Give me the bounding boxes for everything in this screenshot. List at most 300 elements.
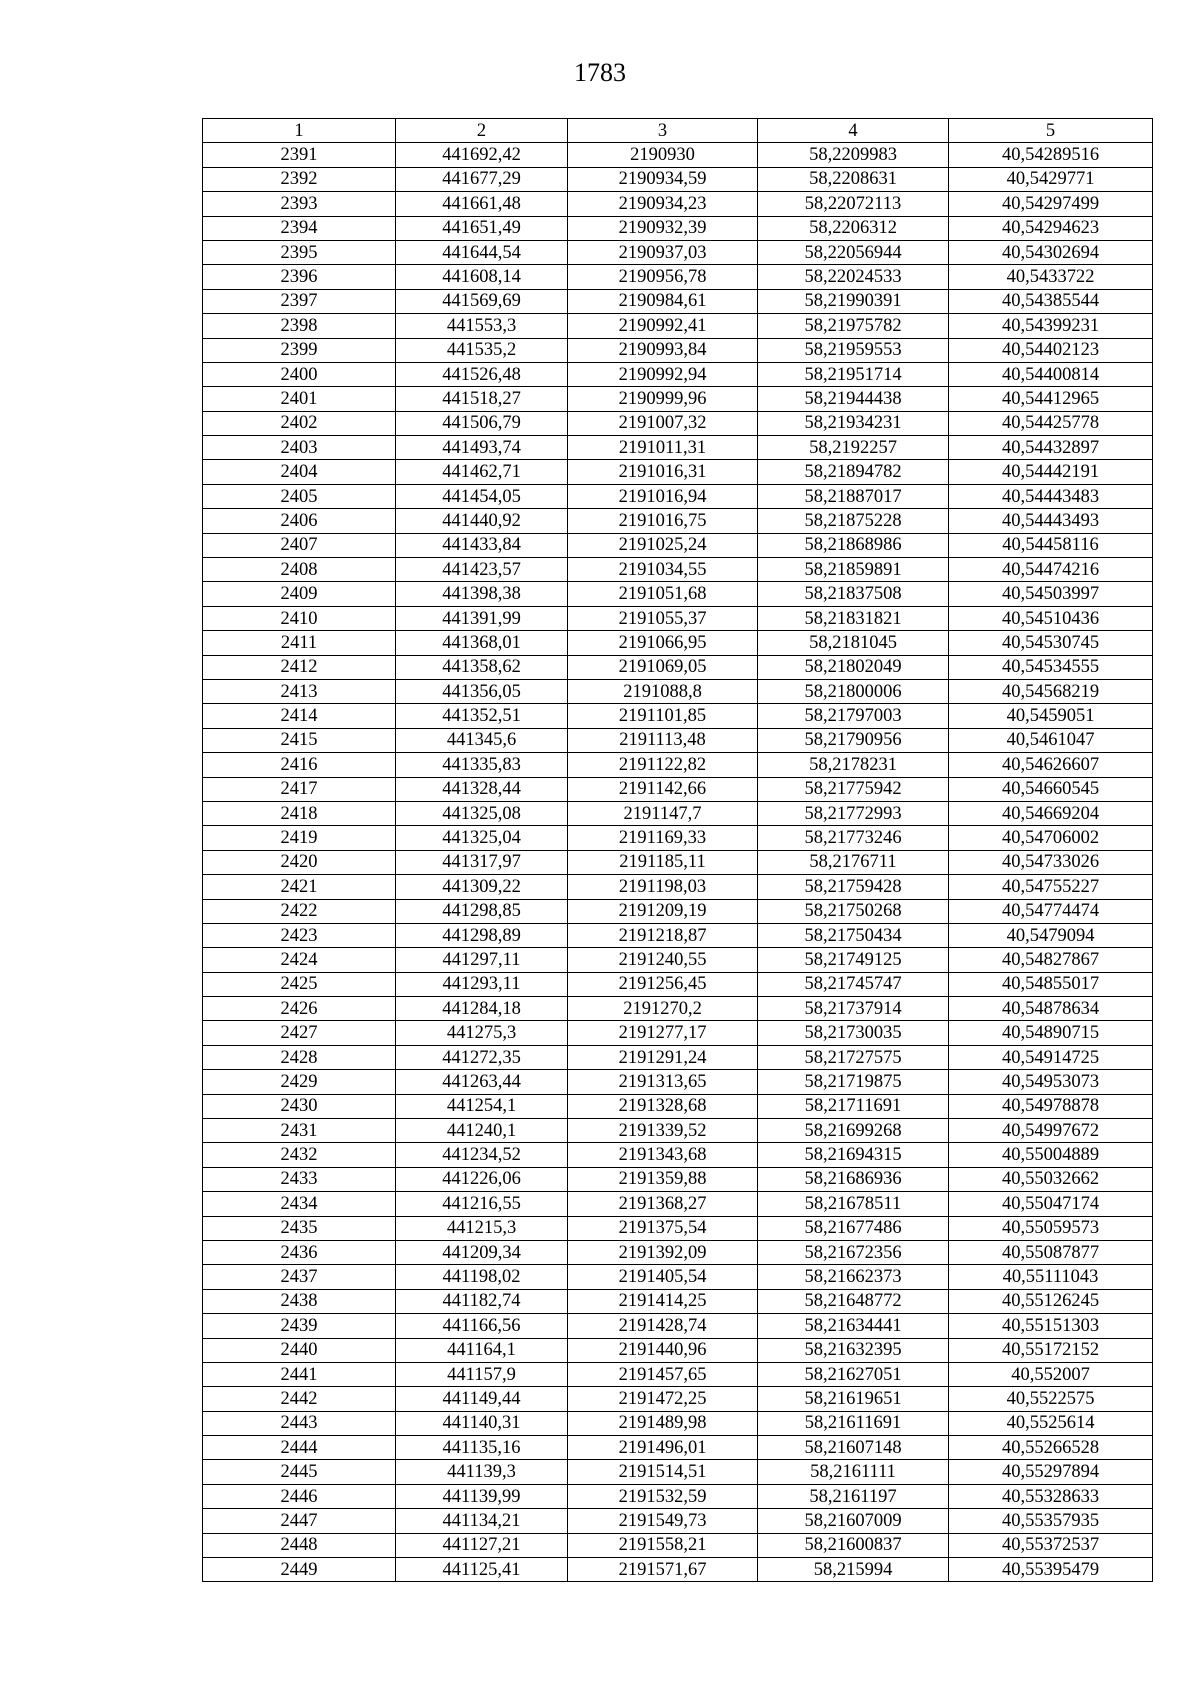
row-number-cell: 2449 [203, 1558, 396, 1582]
longitude-cell: 40,54402123 [949, 338, 1153, 362]
longitude-cell: 40,55004889 [949, 1143, 1153, 1167]
y-coordinate-cell: 2191256,45 [568, 972, 758, 996]
table-row [203, 460, 1153, 484]
table-row [203, 1119, 1153, 1143]
table-row [203, 850, 1153, 874]
table-row [203, 362, 1153, 386]
latitude-cell: 58,21737914 [758, 997, 949, 1021]
row-number-cell: 2444 [203, 1436, 396, 1460]
x-coordinate-cell: 441328,44 [396, 777, 568, 801]
x-coordinate-cell: 441240,1 [396, 1119, 568, 1143]
latitude-cell: 58,2209983 [758, 143, 949, 167]
column-header-5: 5 [949, 119, 1153, 143]
longitude-cell: 40,55328633 [949, 1484, 1153, 1508]
x-coordinate-cell: 441298,89 [396, 923, 568, 947]
row-number-cell: 2408 [203, 558, 396, 582]
table-row [203, 338, 1153, 362]
y-coordinate-cell: 2191240,55 [568, 948, 758, 972]
row-number-cell: 2395 [203, 240, 396, 264]
row-number-cell: 2442 [203, 1387, 396, 1411]
x-coordinate-cell: 441139,99 [396, 1484, 568, 1508]
y-coordinate-cell: 2190999,96 [568, 387, 758, 411]
x-coordinate-cell: 441209,34 [396, 1240, 568, 1264]
table-row [203, 1362, 1153, 1386]
y-coordinate-cell: 2190934,59 [568, 167, 758, 191]
y-coordinate-cell: 2191218,87 [568, 923, 758, 947]
table-row [203, 167, 1153, 191]
latitude-cell: 58,21750434 [758, 923, 949, 947]
longitude-cell: 40,55372537 [949, 1533, 1153, 1557]
y-coordinate-cell: 2191532,59 [568, 1484, 758, 1508]
y-coordinate-cell: 2191328,68 [568, 1094, 758, 1118]
x-coordinate-cell: 441215,3 [396, 1216, 568, 1240]
table-row [203, 655, 1153, 679]
row-number-cell: 2443 [203, 1411, 396, 1435]
latitude-cell: 58,21831821 [758, 606, 949, 630]
row-number-cell: 2409 [203, 582, 396, 606]
x-coordinate-cell: 441440,92 [396, 509, 568, 533]
row-number-cell: 2407 [203, 533, 396, 557]
table-row [203, 582, 1153, 606]
latitude-cell: 58,2161197 [758, 1484, 949, 1508]
x-coordinate-cell: 441263,44 [396, 1070, 568, 1094]
longitude-cell: 40,54733026 [949, 850, 1153, 874]
table-row [203, 875, 1153, 899]
table-row [203, 1070, 1153, 1094]
longitude-cell: 40,54297499 [949, 192, 1153, 216]
y-coordinate-cell: 2191428,74 [568, 1314, 758, 1338]
table-row [203, 509, 1153, 533]
y-coordinate-cell: 2191472,25 [568, 1387, 758, 1411]
latitude-cell: 58,21959553 [758, 338, 949, 362]
y-coordinate-cell: 2191489,98 [568, 1411, 758, 1435]
x-coordinate-cell: 441356,05 [396, 679, 568, 703]
latitude-cell: 58,2178231 [758, 753, 949, 777]
y-coordinate-cell: 2191113,48 [568, 728, 758, 752]
row-number-cell: 2416 [203, 753, 396, 777]
latitude-cell: 58,21802049 [758, 655, 949, 679]
longitude-cell: 40,54914725 [949, 1045, 1153, 1069]
x-coordinate-cell: 441198,02 [396, 1265, 568, 1289]
latitude-cell: 58,21699268 [758, 1119, 949, 1143]
longitude-cell: 40,55059573 [949, 1216, 1153, 1240]
row-number-cell: 2401 [203, 387, 396, 411]
y-coordinate-cell: 2191375,54 [568, 1216, 758, 1240]
x-coordinate-cell: 441553,3 [396, 314, 568, 338]
y-coordinate-cell: 2191549,73 [568, 1509, 758, 1533]
y-coordinate-cell: 2191185,11 [568, 850, 758, 874]
row-number-cell: 2393 [203, 192, 396, 216]
latitude-cell: 58,2176711 [758, 850, 949, 874]
x-coordinate-cell: 441506,79 [396, 411, 568, 435]
row-number-cell: 2432 [203, 1143, 396, 1167]
y-coordinate-cell: 2191016,31 [568, 460, 758, 484]
column-header-4: 4 [758, 119, 949, 143]
row-number-cell: 2430 [203, 1094, 396, 1118]
row-number-cell: 2405 [203, 484, 396, 508]
table-row [203, 679, 1153, 703]
table-row [203, 1484, 1153, 1508]
x-coordinate-cell: 441293,11 [396, 972, 568, 996]
latitude-cell: 58,21975782 [758, 314, 949, 338]
y-coordinate-cell: 2191496,01 [568, 1436, 758, 1460]
row-number-cell: 2440 [203, 1338, 396, 1362]
row-number-cell: 2421 [203, 875, 396, 899]
longitude-cell: 40,54503997 [949, 582, 1153, 606]
latitude-cell: 58,21837508 [758, 582, 949, 606]
latitude-cell: 58,21694315 [758, 1143, 949, 1167]
row-number-cell: 2445 [203, 1460, 396, 1484]
x-coordinate-cell: 441454,05 [396, 484, 568, 508]
latitude-cell: 58,21800006 [758, 679, 949, 703]
y-coordinate-cell: 2191571,67 [568, 1558, 758, 1582]
x-coordinate-cell: 441423,57 [396, 558, 568, 582]
longitude-cell: 40,5459051 [949, 704, 1153, 728]
x-coordinate-cell: 441433,84 [396, 533, 568, 557]
x-coordinate-cell: 441325,08 [396, 801, 568, 825]
row-number-cell: 2435 [203, 1216, 396, 1240]
longitude-cell: 40,54953073 [949, 1070, 1153, 1094]
latitude-cell: 58,21797003 [758, 704, 949, 728]
x-coordinate-cell: 441335,83 [396, 753, 568, 777]
x-coordinate-cell: 441140,31 [396, 1411, 568, 1435]
y-coordinate-cell: 2191007,32 [568, 411, 758, 435]
y-coordinate-cell: 2191016,94 [568, 484, 758, 508]
row-number-cell: 2437 [203, 1265, 396, 1289]
latitude-cell: 58,21772993 [758, 801, 949, 825]
row-number-cell: 2410 [203, 606, 396, 630]
latitude-cell: 58,21632395 [758, 1338, 949, 1362]
x-coordinate-cell: 441149,44 [396, 1387, 568, 1411]
latitude-cell: 58,21648772 [758, 1289, 949, 1313]
table-row [203, 923, 1153, 947]
y-coordinate-cell: 2190993,84 [568, 338, 758, 362]
longitude-cell: 40,54443493 [949, 509, 1153, 533]
row-number-cell: 2426 [203, 997, 396, 1021]
longitude-cell: 40,54669204 [949, 801, 1153, 825]
latitude-cell: 58,2192257 [758, 436, 949, 460]
row-number-cell: 2412 [203, 655, 396, 679]
x-coordinate-cell: 441569,69 [396, 289, 568, 313]
longitude-cell: 40,54294623 [949, 216, 1153, 240]
longitude-cell: 40,55151303 [949, 1314, 1153, 1338]
x-coordinate-cell: 441526,48 [396, 362, 568, 386]
table-row [203, 1167, 1153, 1191]
latitude-cell: 58,22072113 [758, 192, 949, 216]
table-row [203, 1216, 1153, 1240]
latitude-cell: 58,22056944 [758, 240, 949, 264]
y-coordinate-cell: 2190992,41 [568, 314, 758, 338]
y-coordinate-cell: 2191405,54 [568, 1265, 758, 1289]
y-coordinate-cell: 2191066,95 [568, 631, 758, 655]
latitude-cell: 58,21859891 [758, 558, 949, 582]
x-coordinate-cell: 441651,49 [396, 216, 568, 240]
longitude-cell: 40,54302694 [949, 240, 1153, 264]
table-row [203, 1045, 1153, 1069]
y-coordinate-cell: 2191270,2 [568, 997, 758, 1021]
y-coordinate-cell: 2191343,68 [568, 1143, 758, 1167]
table-header-row [203, 119, 1153, 143]
row-number-cell: 2404 [203, 460, 396, 484]
x-coordinate-cell: 441398,38 [396, 582, 568, 606]
x-coordinate-cell: 441216,55 [396, 1192, 568, 1216]
longitude-cell: 40,55126245 [949, 1289, 1153, 1313]
longitude-cell: 40,54399231 [949, 314, 1153, 338]
table-row [203, 289, 1153, 313]
row-number-cell: 2423 [203, 923, 396, 947]
row-number-cell: 2447 [203, 1509, 396, 1533]
y-coordinate-cell: 2191101,85 [568, 704, 758, 728]
x-coordinate-cell: 441234,52 [396, 1143, 568, 1167]
longitude-cell: 40,5479094 [949, 923, 1153, 947]
x-coordinate-cell: 441661,48 [396, 192, 568, 216]
row-number-cell: 2392 [203, 167, 396, 191]
x-coordinate-cell: 441166,56 [396, 1314, 568, 1338]
longitude-cell: 40,54660545 [949, 777, 1153, 801]
y-coordinate-cell: 2191034,55 [568, 558, 758, 582]
table-row [203, 1338, 1153, 1362]
x-coordinate-cell: 441297,11 [396, 948, 568, 972]
longitude-cell: 40,55266528 [949, 1436, 1153, 1460]
y-coordinate-cell: 2190932,39 [568, 216, 758, 240]
row-number-cell: 2424 [203, 948, 396, 972]
x-coordinate-cell: 441535,2 [396, 338, 568, 362]
column-header-1: 1 [203, 119, 396, 143]
row-number-cell: 2398 [203, 314, 396, 338]
y-coordinate-cell: 2191313,65 [568, 1070, 758, 1094]
table-row [203, 1558, 1153, 1582]
longitude-cell: 40,54568219 [949, 679, 1153, 703]
row-number-cell: 2422 [203, 899, 396, 923]
longitude-cell: 40,55357935 [949, 1509, 1153, 1533]
row-number-cell: 2419 [203, 826, 396, 850]
longitude-cell: 40,54774474 [949, 899, 1153, 923]
y-coordinate-cell: 2191414,25 [568, 1289, 758, 1313]
row-number-cell: 2399 [203, 338, 396, 362]
table-row [203, 631, 1153, 655]
latitude-cell: 58,21678511 [758, 1192, 949, 1216]
x-coordinate-cell: 441462,71 [396, 460, 568, 484]
longitude-cell: 40,55395479 [949, 1558, 1153, 1582]
table-row [203, 1460, 1153, 1484]
table-row [203, 533, 1153, 557]
latitude-cell: 58,21750268 [758, 899, 949, 923]
longitude-cell: 40,54530745 [949, 631, 1153, 655]
row-number-cell: 2431 [203, 1119, 396, 1143]
row-number-cell: 2428 [203, 1045, 396, 1069]
row-number-cell: 2439 [203, 1314, 396, 1338]
latitude-cell: 58,22024533 [758, 265, 949, 289]
table-row [203, 411, 1153, 435]
y-coordinate-cell: 2191558,21 [568, 1533, 758, 1557]
row-number-cell: 2411 [203, 631, 396, 655]
longitude-cell: 40,55047174 [949, 1192, 1153, 1216]
latitude-cell: 58,21944438 [758, 387, 949, 411]
row-number-cell: 2420 [203, 850, 396, 874]
longitude-cell: 40,54400814 [949, 362, 1153, 386]
longitude-cell: 40,54385544 [949, 289, 1153, 313]
latitude-cell: 58,21773246 [758, 826, 949, 850]
x-coordinate-cell: 441157,9 [396, 1362, 568, 1386]
row-number-cell: 2446 [203, 1484, 396, 1508]
y-coordinate-cell: 2190992,94 [568, 362, 758, 386]
y-coordinate-cell: 2191209,19 [568, 899, 758, 923]
y-coordinate-cell: 2191368,27 [568, 1192, 758, 1216]
y-coordinate-cell: 2190956,78 [568, 265, 758, 289]
longitude-cell: 40,54827867 [949, 948, 1153, 972]
latitude-cell: 58,21719875 [758, 1070, 949, 1094]
longitude-cell: 40,55297894 [949, 1460, 1153, 1484]
table-row [203, 436, 1153, 460]
latitude-cell: 58,2208631 [758, 167, 949, 191]
table-row [203, 606, 1153, 630]
row-number-cell: 2427 [203, 1021, 396, 1045]
row-number-cell: 2417 [203, 777, 396, 801]
row-number-cell: 2397 [203, 289, 396, 313]
y-coordinate-cell: 2191440,96 [568, 1338, 758, 1362]
row-number-cell: 2448 [203, 1533, 396, 1557]
table-row [203, 240, 1153, 264]
longitude-cell: 40,54425778 [949, 411, 1153, 435]
table-row [203, 899, 1153, 923]
row-number-cell: 2403 [203, 436, 396, 460]
longitude-cell: 40,54878634 [949, 997, 1153, 1021]
row-number-cell: 2414 [203, 704, 396, 728]
y-coordinate-cell: 2191051,68 [568, 582, 758, 606]
row-number-cell: 2434 [203, 1192, 396, 1216]
table-row [203, 1265, 1153, 1289]
latitude-cell: 58,21634441 [758, 1314, 949, 1338]
y-coordinate-cell: 2191055,37 [568, 606, 758, 630]
y-coordinate-cell: 2191016,75 [568, 509, 758, 533]
x-coordinate-cell: 441139,3 [396, 1460, 568, 1484]
column-header-3: 3 [568, 119, 758, 143]
latitude-cell: 58,21600837 [758, 1533, 949, 1557]
column-header-2: 2 [396, 119, 568, 143]
row-number-cell: 2400 [203, 362, 396, 386]
y-coordinate-cell: 2191122,82 [568, 753, 758, 777]
row-number-cell: 2413 [203, 679, 396, 703]
latitude-cell: 58,21677486 [758, 1216, 949, 1240]
row-number-cell: 2394 [203, 216, 396, 240]
y-coordinate-cell: 2191198,03 [568, 875, 758, 899]
x-coordinate-cell: 441254,1 [396, 1094, 568, 1118]
latitude-cell: 58,21749125 [758, 948, 949, 972]
latitude-cell: 58,21894782 [758, 460, 949, 484]
y-coordinate-cell: 2191359,88 [568, 1167, 758, 1191]
latitude-cell: 58,21887017 [758, 484, 949, 508]
longitude-cell: 40,55111043 [949, 1265, 1153, 1289]
table-row [203, 972, 1153, 996]
y-coordinate-cell: 2191339,52 [568, 1119, 758, 1143]
y-coordinate-cell: 2191169,33 [568, 826, 758, 850]
latitude-cell: 58,2206312 [758, 216, 949, 240]
longitude-cell: 40,5429771 [949, 167, 1153, 191]
latitude-cell: 58,21711691 [758, 1094, 949, 1118]
table-row [203, 265, 1153, 289]
x-coordinate-cell: 441345,6 [396, 728, 568, 752]
longitude-cell: 40,54755227 [949, 875, 1153, 899]
table-row [203, 314, 1153, 338]
x-coordinate-cell: 441164,1 [396, 1338, 568, 1362]
table-row [203, 1533, 1153, 1557]
table-row [203, 728, 1153, 752]
longitude-cell: 40,54432897 [949, 436, 1153, 460]
x-coordinate-cell: 441125,41 [396, 1558, 568, 1582]
longitude-cell: 40,54890715 [949, 1021, 1153, 1045]
x-coordinate-cell: 441692,42 [396, 143, 568, 167]
x-coordinate-cell: 441368,01 [396, 631, 568, 655]
longitude-cell: 40,54855017 [949, 972, 1153, 996]
longitude-cell: 40,54706002 [949, 826, 1153, 850]
latitude-cell: 58,2181045 [758, 631, 949, 655]
latitude-cell: 58,21868986 [758, 533, 949, 557]
longitude-cell: 40,5522575 [949, 1387, 1153, 1411]
row-number-cell: 2433 [203, 1167, 396, 1191]
table-row [203, 1143, 1153, 1167]
y-coordinate-cell: 2190930 [568, 143, 758, 167]
y-coordinate-cell: 2191069,05 [568, 655, 758, 679]
latitude-cell: 58,215994 [758, 1558, 949, 1582]
latitude-cell: 58,21951714 [758, 362, 949, 386]
x-coordinate-cell: 441352,51 [396, 704, 568, 728]
row-number-cell: 2429 [203, 1070, 396, 1094]
longitude-cell: 40,54289516 [949, 143, 1153, 167]
latitude-cell: 58,21934231 [758, 411, 949, 435]
latitude-cell: 58,21730035 [758, 1021, 949, 1045]
y-coordinate-cell: 2190934,23 [568, 192, 758, 216]
latitude-cell: 58,21686936 [758, 1167, 949, 1191]
x-coordinate-cell: 441325,04 [396, 826, 568, 850]
row-number-cell: 2402 [203, 411, 396, 435]
row-number-cell: 2438 [203, 1289, 396, 1313]
x-coordinate-cell: 441358,62 [396, 655, 568, 679]
latitude-cell: 58,21627051 [758, 1362, 949, 1386]
coordinates-table [202, 118, 1153, 1582]
latitude-cell: 58,21775942 [758, 777, 949, 801]
y-coordinate-cell: 2191291,24 [568, 1045, 758, 1069]
longitude-cell: 40,54412965 [949, 387, 1153, 411]
table-row [203, 143, 1153, 167]
longitude-cell: 40,54534555 [949, 655, 1153, 679]
y-coordinate-cell: 2191147,7 [568, 801, 758, 825]
table-row [203, 1021, 1153, 1045]
table-row [203, 826, 1153, 850]
latitude-cell: 58,21611691 [758, 1411, 949, 1435]
table-row [203, 1314, 1153, 1338]
table-row [203, 704, 1153, 728]
longitude-cell: 40,54626607 [949, 753, 1153, 777]
x-coordinate-cell: 441135,16 [396, 1436, 568, 1460]
x-coordinate-cell: 441226,06 [396, 1167, 568, 1191]
latitude-cell: 58,21745747 [758, 972, 949, 996]
longitude-cell: 40,55172152 [949, 1338, 1153, 1362]
longitude-cell: 40,552007 [949, 1362, 1153, 1386]
x-coordinate-cell: 441275,3 [396, 1021, 568, 1045]
x-coordinate-cell: 441317,97 [396, 850, 568, 874]
table-row [203, 801, 1153, 825]
x-coordinate-cell: 441284,18 [396, 997, 568, 1021]
row-number-cell: 2425 [203, 972, 396, 996]
table-row [203, 1240, 1153, 1264]
x-coordinate-cell: 441272,35 [396, 1045, 568, 1069]
table-row [203, 997, 1153, 1021]
y-coordinate-cell: 2191514,51 [568, 1460, 758, 1484]
longitude-cell: 40,54442191 [949, 460, 1153, 484]
row-number-cell: 2418 [203, 801, 396, 825]
latitude-cell: 58,21759428 [758, 875, 949, 899]
latitude-cell: 58,21790956 [758, 728, 949, 752]
